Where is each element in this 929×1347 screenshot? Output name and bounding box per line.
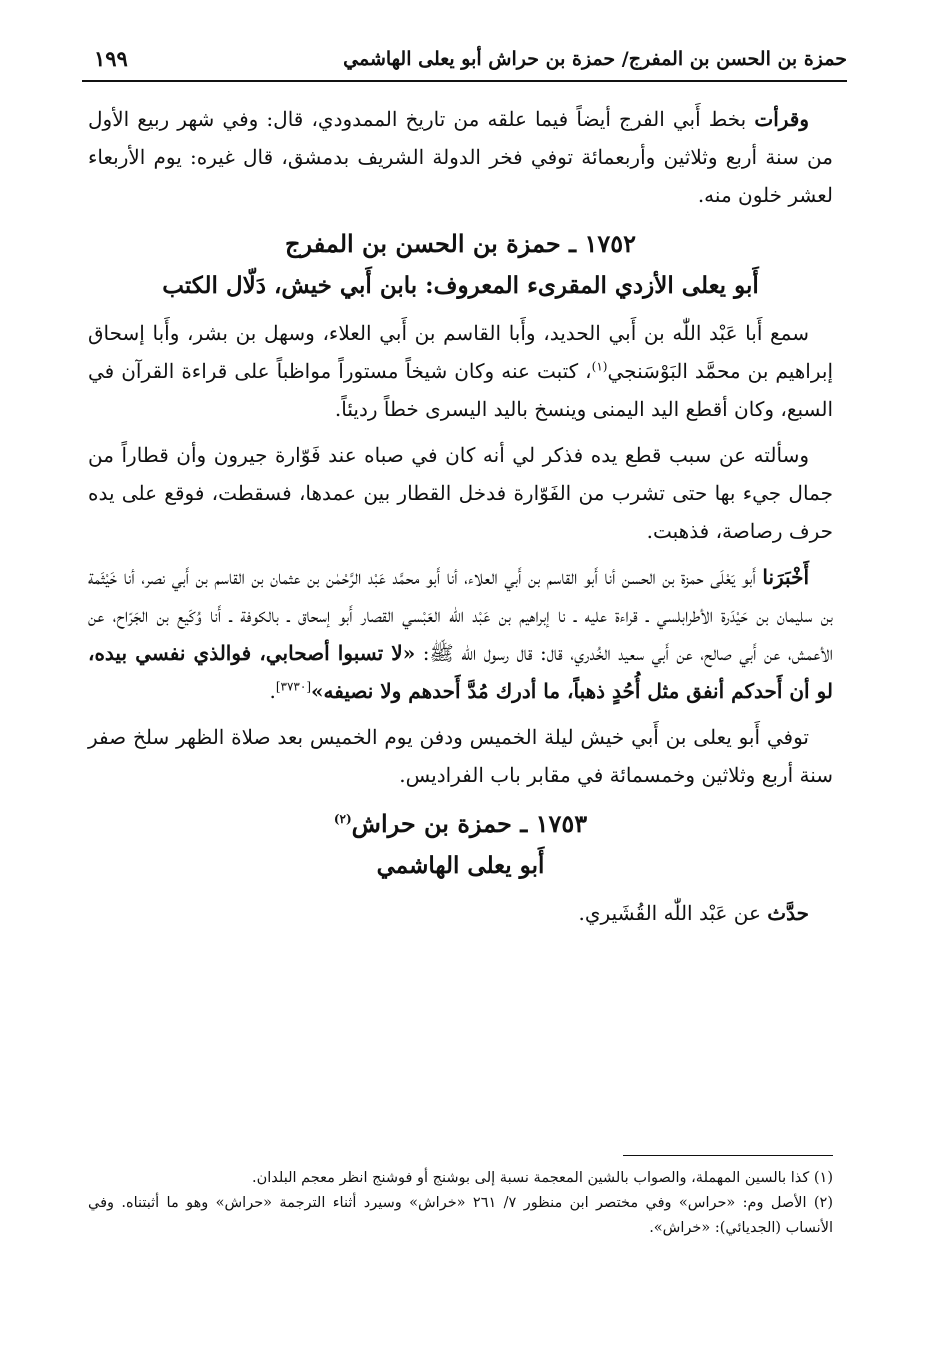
intro-lead: وقرأت (754, 107, 809, 131)
entry-1753-lead: حدَّث (767, 901, 809, 925)
entry-1752-death-note: توفي أَبو يعلى بن أَبي خيش ليلة الخميس ودفن يوم الخميس بعد صلاة الظهر سلخ صفر سنة أربع وثلاثين وخمسمائة في مقابر باب الفراديس. (88, 725, 833, 787)
entry-1752-subheading: أَبو يعلى الأزدي المقرىء المعروف: بابن أَبي خيش، دَلّال الكتب (162, 272, 759, 299)
entry-1753-heading: ١٧٥٣ ـ حمزة بن حراش$^{(٢)}$ (333, 809, 588, 838)
entry-1753-subheading: أَبو يعلى الهاشمي (376, 852, 545, 879)
intro-text: بخط أَبي الفرج أيضاً فيما علقه من تاريخ الممدودي، قال: وفي شهر ربيع الأول من سنة أربع وثلاثين وأربعمائة توفي فخر الدولة الشريف بدمشق، قال غيره: يوم الأربعاء لعشر خلون منه. (88, 107, 833, 207)
footnote-ref-2: (٢) (333, 812, 352, 826)
intro-paragraph (88, 100, 833, 214)
page-number: ١٩٩ (94, 46, 128, 71)
entry-1752-paragraph-1: سمع أَبا عَبْد اللّٰه بن أَبي الحديد، وأَبا القاسم بن أَبي العلاء، وسهل بن بشر، وأَبا إسحاق إبراهيم بن محمَّد البَوْسَنجي$^{(١)}$، كتبت عنه وكان شيخاً مستوراً مواظباً على قراءة القرآن في السبع، وكان أقطع اليد اليمنى وينسخ باليد اليسرى خطاً رديئاً. (88, 321, 834, 421)
hadith-number: [٣٧٣٠] (275, 679, 311, 694)
entry-1753-text: حدَّث عن عَبْد اللّٰه القُشَيري. (578, 901, 809, 925)
main-text (88, 100, 833, 932)
page-header (82, 42, 847, 82)
footnote-1: (١) كذا بالسين المهملة، والصواب بالشين المعجمة نسبة إلى بوشنج أو فوشنج انظر معجم البلدان. (252, 1170, 833, 1186)
header-divider (82, 80, 847, 82)
footnote-divider (623, 1155, 833, 1156)
entry-1752-isnad: أَخْبَرَنا أَبو يَعْلَى حمزة بن الحسن أنا أَبو القاسم بن أَبي العلاء، أنا أَبو محمَّد عَبْد الرَّحْمٰن بن عثمان بن القاسم بن أَبي نصر، أنا خَيْثَمة بن سليمان بن حَيْدَرة الأطرابلسي ـ قراءة عليه ـ نا إبراهيم بن عَبْد اللّٰه العَبْسي القصار أَبو إسحاق ـ بالكوفة ـ أَنا وُكَيع بن الجَرّاح، عن الأعمش، عن أَبي صالح، عن أَبي سعيد الخُدري، قال: قال رسول اللّٰه ﷺ: «لا تسبوا أصحابي، فوالذي نفسي بيده، لو أن أَحدكم أنفق مثل أُحُدٍ ذهباً، ما أدرك مُدَّ أَحدهم ولا نصيفه»[٣٧٣٠]. (88, 565, 833, 703)
footnotes (88, 1166, 833, 1241)
running-title: حمزة بن الحسن بن المفرج/ حمزة بن حراش أبو يعلى الهاشمي (343, 48, 847, 70)
entry-1752-paragraph-2: وسألته عن سبب قطع يده فذكر لي أنه كان في صباه عند فَوّارة جيرون وأن قطاراً من جمال جيء بها حتى تشرب من الفَوّارة فدخل القطار بين عمدها، فسقطت، فوقع على يده حرف رصاصة، فذهبت. (88, 443, 833, 543)
hadith-text: «لا تسبوا أصحابي، فوالذي نفسي بيده، لو أن أَحدكم أنفق مثل أُحُدٍ ذهباً، ما أدرك مُدَّ أَحدهم ولا نصيفه» (88, 641, 833, 703)
footnote-ref-1: (١) (591, 359, 608, 374)
isnad-lead: أَخْبَرَنا (762, 565, 809, 589)
entry-1752-heading: ١٧٥٢ ـ حمزة بن الحسن بن المفرج (284, 229, 637, 258)
footnote-2: (٢) الأصل وم: «حراس» وفي مختصر ابن منظور ٧/ ٢٦١ «خراش» وسيرد أثناء الترجمة «حراش» وهو ما أثبتناه. وفي الأنساب (الجديائي): «خراش». (88, 1195, 833, 1236)
